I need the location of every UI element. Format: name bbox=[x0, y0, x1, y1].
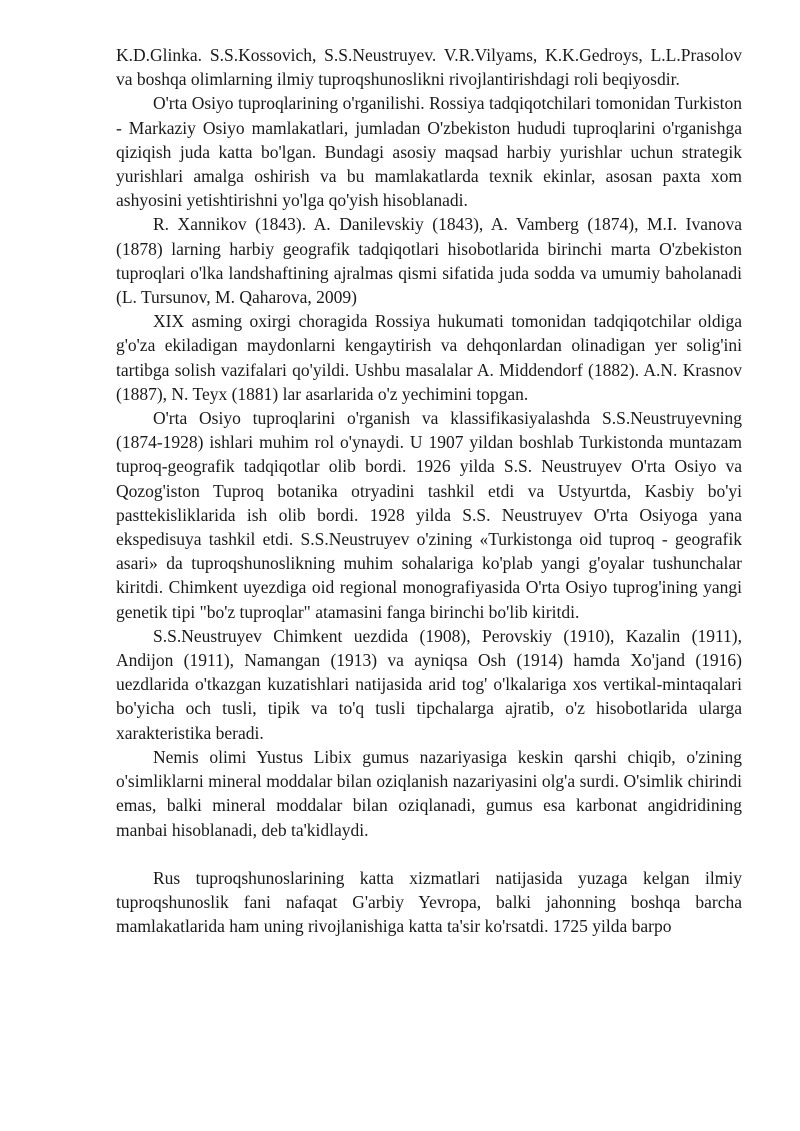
paragraph-military-geographic-research: R. Xannikov (1843). A. Danilevskiy (1843), A. Vamberg (1874), M.I. Ivanova (1878) larning harbiy geografik tadqiqotlari hisobotlarida birinchi marta O'zbekiston tuproqlari o'lka landshaftining ajralmas qismi sifatida juda sodda va umumiy baholanadi (L. Tursunov, M. Qaharova, 2009) bbox=[116, 214, 742, 308]
paragraph-neustruyev-works: O'rta Osiyo tuproqlarini o'rganish va klassifikasiyalashda S.S.Neustruyevning (1874-1928) ishlari muhim rol o'ynaydi. U 1907 yildan boshlab Turkistonda muntazam tuproq-geografik tadqiqotlar olib bordi. 1926 yilda S.S. Neustruyev O'rta Osiyo va Qozog'iston Tuproq botanika otryadini tashkil etdi va Ustyurtda, Kasbiy bo'yi pasttekisliklarida ish olib bordi. 1928 yilda S.S. Neustruyev O'rta Osiyoga yana ekspedisuya tashkil etdi. S.S.Neustruyev o'zining «Turkistonga oid tuproq - geografik asari» da tuproqshunoslikning muhim sohalariga ko'plab yangi g'oyalar tushunchalar kiritdi. Chimkent uyezdiga oid regional monografiyasida O'rta Osiyo tuprog'ining yangi genetik tipi "bo'z tuproqlar" atamasini fanga birinchi bo'lib kiritdi. bbox=[116, 408, 742, 622]
paragraph-neustruyev-observations: S.S.Neustruyev Chimkent uezdida (1908), Perovskiy (1910), Kazalin (1911), Andijon (1911), Namangan (1913) va ayniqsa Osh (1914) hamda Xo'jand (1916) uezdlarida o'tkazgan kuzatishlari natijasida arid tog' o'lkalariga xos vertikal-mintaqalari bo'yicha och tusli, tipik va to'q tusli tipchalarga ajratib, o'z hisobotlarida ularga xarakteristika beradi. bbox=[116, 625, 742, 743]
paragraph-scientists-list: K.D.Glinka. S.S.Kossovich, S.S.Neustruyev. V.R.Vilyams, K.K.Gedroys, L.L.Prasolov va boshqa olimlarning ilmiy tuproqshunoslikni rivojlantirishdagi roli beqiyosdir. bbox=[116, 45, 742, 90]
paragraph-russian-soil-science-influence: Rus tuproqshunoslarining katta xizmatlari natijasida yuzaga kelgan ilmiy tuproqshunoslik fani nafaqat G'arbiy Yevropa, balki jahonning boshqa barcha mamlakatlarida ham uning rivojlanishiga katta ta'sir ko'rsatdi. 1725 yilda barpo bbox=[116, 867, 742, 937]
paragraph-spacer bbox=[116, 842, 742, 866]
document-page bbox=[116, 43, 742, 939]
paragraph-liebig-theory: Nemis olimi Yustus Libix gumus nazariyasiga keskin qarshi chiqib, o'zining o'simliklarni mineral moddalar bilan oziqlanish nazariyasini olg'a surdi. O'simlik chirindi emas, balki mineral moddalar bilan oziqlanadi, gumus esa karbonat angidridining manbai hisoblanadi, deb ta'kidlaydi. bbox=[116, 746, 742, 840]
paragraph-central-asia-soils-study: O'rta Osiyo tuproqlarining o'rganilishi. Rossiya tadqiqotchilari tomonidan Turkiston - Markaziy Osiyo mamlakatlari, jumladan O'zbekiston hududi tuproqlarini o'rganishga qiziqish juda katta bo'lgan. Bundagi asosiy maqsad harbiy yurishlar uchun strategik yurishlari amalga oshirish va bu mamlakatlarda texnik ekinlar, asosan paxta xom ashyosini yetishtirishni yo'lga qo'yish hisoblanadi. bbox=[116, 93, 742, 211]
paragraph-19th-century-tasks: XIX asming oxirgi choragida Rossiya hukumati tomonidan tadqiqotchilar oldiga g'o'za ekiladigan maydonlarni kengaytirish va dehqonlardan olinadigan yer solig'ini tartibga solish vazifalari qo'yildi. Ushbu masalalar A. Middendorf (1882). A.N. Krasnov (1887), N. Teyx (1881) lar asarlarida o'z yechimini topgan. bbox=[116, 311, 742, 404]
